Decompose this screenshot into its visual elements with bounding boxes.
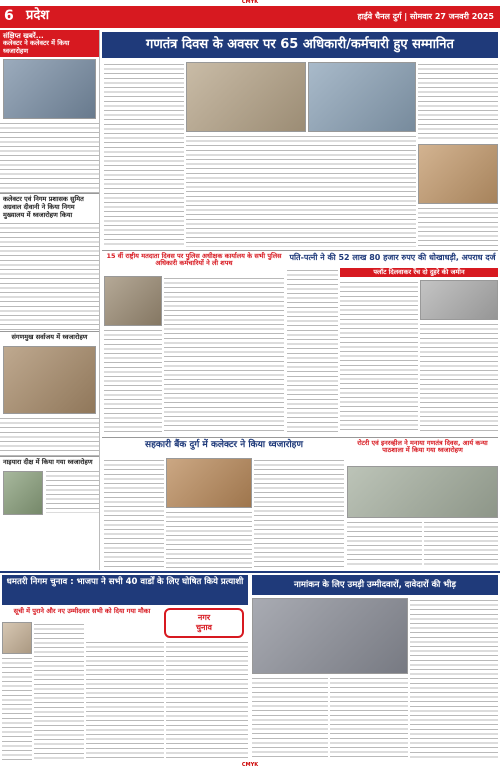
dhamtari-subheadline: सूची में पुराने और नए उम्मीदवार सभी को दिया गया मौका (13, 607, 151, 615)
dhamtari-text-col-1 (34, 622, 84, 760)
sidebar-story-3-text (0, 416, 99, 456)
fraud-subheadline: फ्लॉट दिलवाकर रेंच दो दुहरे की जमीन (340, 268, 498, 277)
dhamtari-text-col-3 (166, 640, 248, 760)
page-header (0, 6, 500, 28)
nomination-text-col-1 (252, 676, 328, 760)
fraud-text-col-2 (340, 280, 418, 434)
nomination-headline: नामांकन के लिए उमड़ी उम्मीदवारों, दावेदारों की भीड़ (252, 575, 498, 595)
rotary-photo (347, 466, 498, 518)
lead-photo-3 (418, 144, 498, 204)
police-oath-photo (104, 276, 162, 326)
sidebar-header-title: संक्षिप्त खबरें... (3, 32, 44, 40)
lead-text-body (186, 134, 416, 247)
municipal-election-badge (164, 608, 244, 638)
cooperative-text-col-2 (166, 510, 252, 568)
fraud-headline: पति-पत्नी ने की 52 लाख 80 हजार रुपए की धोखाधड़ी, अपराध दर्ज (289, 253, 496, 262)
cooperative-text-col-1 (104, 458, 164, 568)
page-number: 6 (4, 8, 14, 24)
lead-text-col-right-2 (418, 206, 498, 247)
print-marker-top: CMYK (241, 0, 259, 5)
fraud-text-col-1 (287, 268, 338, 434)
badge-line-2: चुनाव (195, 622, 213, 632)
fraud-photo (420, 280, 498, 320)
sidebar-photo-2 (3, 346, 96, 414)
sidebar-header-subtitle: कलेक्टर ने कलेक्टर में किया ध्वजारोहण (3, 39, 70, 55)
sidebar-story-2-title: कलेक्टर एवं निगम प्रशासक सुमित अग्रवाल दीवानी ने किया निगम मुख्यालय में ध्वजारोहण किया (3, 194, 84, 219)
issue-date: सोमवार 27 जनवरी 2025 (410, 12, 494, 21)
nomination-text-col-2 (330, 676, 408, 760)
sidebar-story-4-title: नाइयारा दीक्ष में किया गया ध्वजारोहण (3, 458, 93, 467)
cooperative-photo (166, 458, 252, 508)
nomination-photo (252, 598, 408, 674)
sidebar-photo-1 (3, 59, 96, 119)
badge-line-1: नगर (197, 613, 211, 622)
print-marker-bottom: CMYK (241, 762, 259, 768)
sidebar-story-4-text (46, 469, 99, 513)
news-sidebar (0, 30, 100, 570)
masthead-name: हाईवे चैनल दुर्ग (357, 12, 402, 21)
sidebar-header (0, 30, 99, 57)
lead-headline: गणतंत्र दिवस के अवसर पर 65 अधिकारी/कर्मचारी हुए सम्मानित (102, 32, 498, 58)
sidebar-story-1-text (0, 121, 99, 193)
section-title: प्रदेश (26, 8, 50, 23)
police-oath-text-right (164, 276, 284, 434)
cooperative-bank-headline: सहकारी बैंक दुर्ग में कलेक्टर ने किया ध्वजारोहण (145, 440, 303, 450)
lead-photo-2 (308, 62, 416, 132)
sidebar-story-3-title: संगणमुख सर्वाजय में ध्वजारोहण (11, 333, 88, 342)
dhamtari-text-col-2 (86, 640, 164, 760)
cooperative-text-col-3 (254, 458, 344, 568)
dhamtari-headline: धमतरी निगम चुनाव : भाजपा ने सभी 40 वार्डों के लिए घोषित किये प्रत्याशी (2, 575, 248, 605)
dhamtari-text-col-0 (2, 656, 32, 760)
fraud-text-col-3 (420, 322, 498, 434)
police-oath-headline: 15 वीं राष्ट्रीय मतदाता दिवस पर पुलिस अधीक्षक कार्यालय के सभी पुलिस अधिकारी कर्मचारियों ने ली शपथ (106, 252, 282, 268)
masthead: हाईवे चैनल दुर्ग | सोमवार 27 जनवरी 2025 (357, 12, 494, 21)
lead-photo-1 (186, 62, 306, 132)
lead-text-col-right (418, 62, 498, 142)
police-oath-text-left (104, 328, 162, 434)
rotary-headline: रोटरी एवं इनरव्हील ने मनाया गणतंत्र दिवस, आर्य कन्या पाठशाला में किया गया ध्वजारोहण (357, 439, 488, 455)
rotary-text-col-1 (347, 520, 422, 568)
sidebar-photo-3 (3, 471, 43, 515)
lead-text-col-1 (104, 62, 184, 247)
sidebar-story-2-text (0, 221, 99, 331)
nomination-text-col-3 (410, 598, 498, 760)
dhamtari-portrait (2, 622, 32, 654)
rotary-text-col-2 (424, 520, 498, 568)
